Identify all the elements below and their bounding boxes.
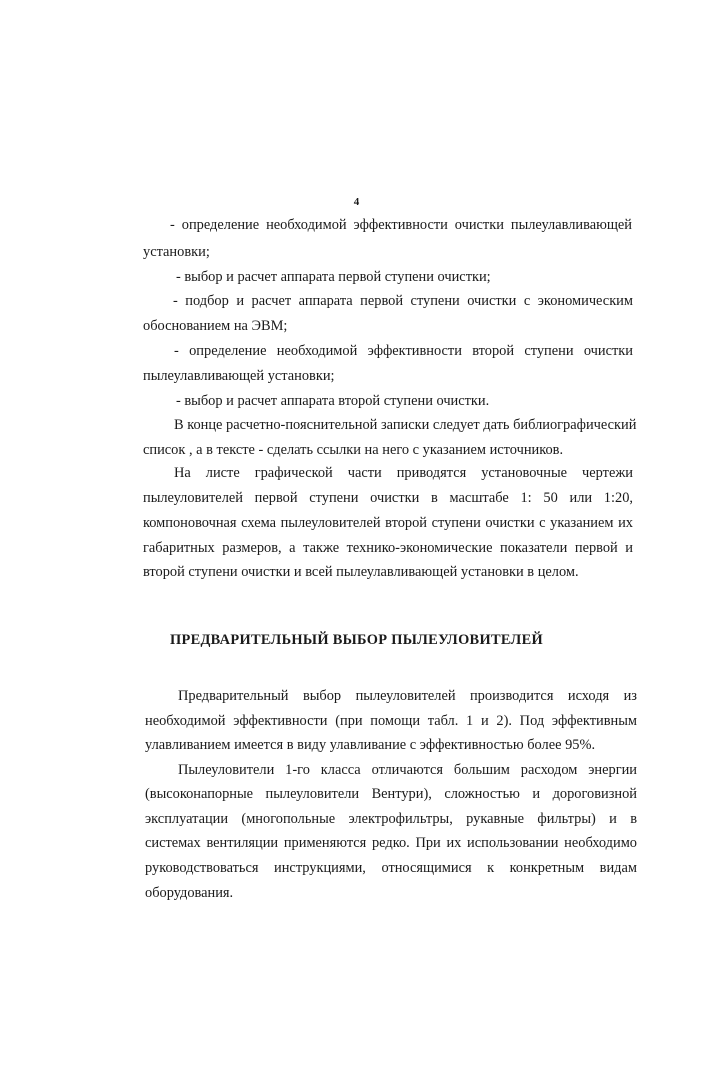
text-line: компоновочная схема пылеуловителей второй ступени очистки с указанием их xyxy=(143,515,633,531)
text-line: В конце расчетно-пояснительной записки следует дать библиографический xyxy=(174,417,637,433)
text-line: системах вентиляции применяются редко. При их использовании необходимо xyxy=(145,835,637,851)
text-line: (высоконапорные пылеуловители Вентури), сложностью и дороговизной xyxy=(145,786,637,802)
section-heading: ПРЕДВАРИТЕЛЬНЫЙ ВЫБОР ПЫЛЕУЛОВИТЕЛЕЙ xyxy=(170,632,543,648)
text-line: На листе графической части приводятся установочные чертежи xyxy=(174,465,633,481)
text-line: - определение необходимой эффективности второй ступени очистки xyxy=(174,343,633,359)
text-line: установки; xyxy=(143,244,210,260)
text-line: габаритных размеров, а также технико-экономические показатели первой и xyxy=(143,540,633,556)
text-line: оборудования. xyxy=(145,885,234,901)
text-line: - определение необходимой эффективности очистки пылеулавливающей xyxy=(170,217,632,233)
text-line: необходимой эффективности (при помощи табл. 1 и 2). Под эффективным xyxy=(145,713,637,729)
text-line: руководствоваться инструкциями, относящимися к конкретным видам xyxy=(145,860,637,876)
text-line: пылеулавливающей установки; xyxy=(143,368,335,384)
text-line: улавливанием имеется в виду улавливание с эффективностью более 95%. xyxy=(145,737,596,753)
page-number: 4 xyxy=(353,196,360,208)
text-line: обоснованием на ЭВМ; xyxy=(143,318,288,334)
text-line: Предварительный выбор пылеуловителей производится исходя из xyxy=(178,688,637,704)
text-line: - подбор и расчет аппарата первой ступени очистки с экономическим xyxy=(173,293,633,309)
text-line: пылеуловителей первой ступени очистки в масштабе 1: 50 или 1:20, xyxy=(143,490,633,506)
text-line: эксплуатации (многопольные электрофильтры, рукавные фильтры) и в xyxy=(145,811,637,827)
text-line: - выбор и расчет аппарата второй ступени очистки. xyxy=(176,393,490,409)
text-line: Пылеуловители 1-го класса отличаются большим расходом энергии xyxy=(178,762,637,778)
text-line: список , а в тексте - сделать ссылки на него с указанием источников. xyxy=(143,442,564,458)
text-line: - выбор и расчет аппарата первой ступени очистки; xyxy=(176,269,491,285)
text-line: второй ступени очистки и всей пылеулавливающей установки в целом. xyxy=(143,564,579,580)
